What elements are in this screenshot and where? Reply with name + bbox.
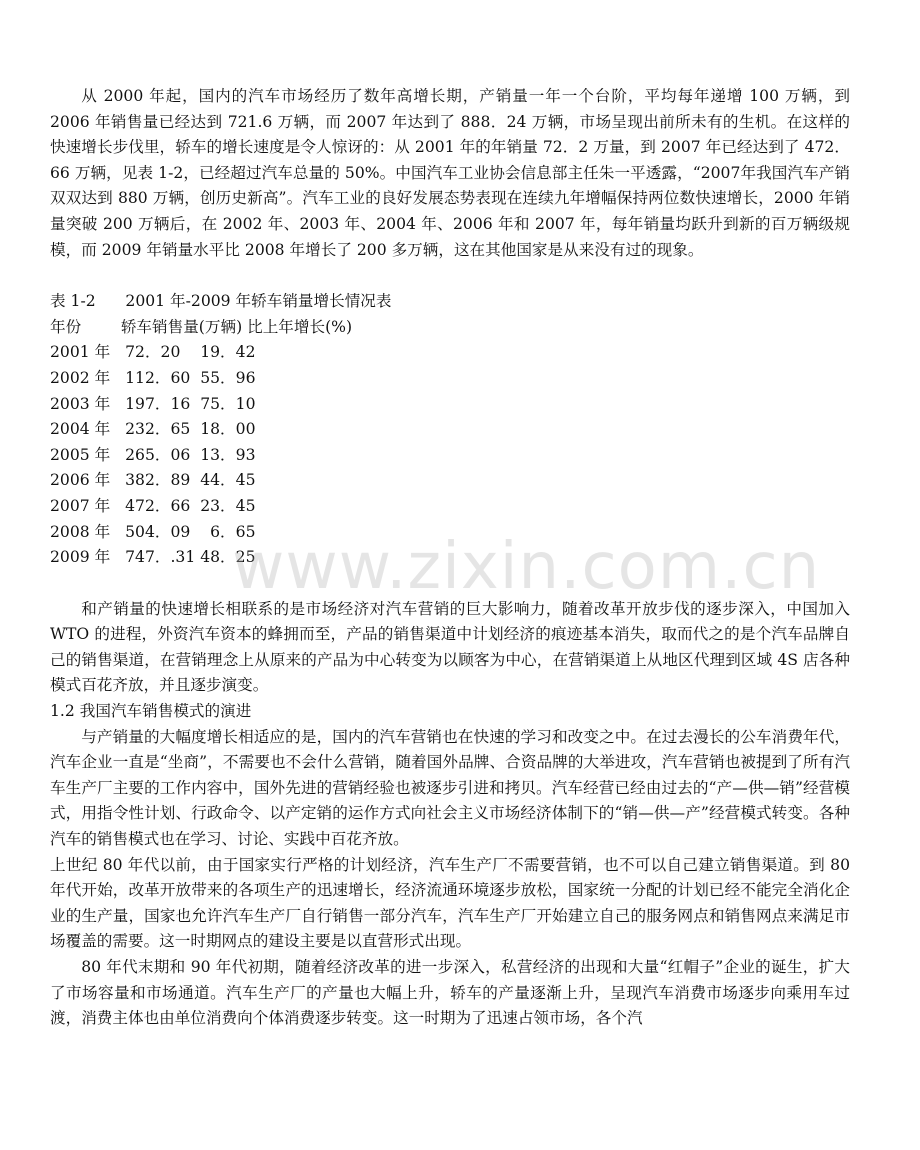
spacer xyxy=(50,263,850,289)
table-row: 2009 年 747．.31 48．25 xyxy=(50,548,256,567)
market-paragraph: 和产销量的快速增长相联系的是市场经济对汽车营销的巨大影响力，随着改革开放步伐的逐步深入，中国加入 WTO 的进程，外资汽车资本的蜂拥而至，产品的销售渠道中计划经济的痕迹基本消失，取而代之的是个汽车品牌自己的销售渠道，在营销理念上从原来的产品为中心转变为以顾客为中心，在营销渠道上从地区代理到区域 4S 店各种模式百花齐放，并且逐步演变。 xyxy=(50,599,850,695)
table-caption: 表 1-2 2001 年-2009 年轿车销量增长情况表 xyxy=(50,292,392,311)
table-row: 2004 年 232．65 18．00 xyxy=(50,420,256,439)
sales-table xyxy=(50,289,850,571)
document-page xyxy=(50,84,850,1032)
section-paragraph: 上世纪 80 年代以前，由于国家实行严格的计划经济，汽车生产厂不需要营销，也不可以自己建立销售渠道。到 80 年代开始，改革开放带来的各项生产的迅速增长，经济流通环境逐步放松，国家统一分配的计划已经不能完全消化企业的生产量，国家也允许汽车生产厂自行销售一部分汽车，汽车生产厂开始建立自己的服务网点和销售网点来满足市场覆盖的需要。这一时期网点的建设主要是以直营形式出现。 xyxy=(50,855,850,951)
table-row: 2008 年 504．09 6．65 xyxy=(50,522,256,541)
intro-paragraph: 从 2000 年起，国内的汽车市场经历了数年高增长期，产销量一年一个台阶，平均每年递增 100 万辆，到 2006 年销售量已经达到 721.6 万辆，而 2007 年达到了 888．24 万辆，市场呈现出前所未有的生机。在这样的快速增长步伐里，轿车的增长速度是令人惊讶的：从 2001 年的年销量 72．2 万量，到 2007 年已经达到了 472．66 万辆，见表 1-2，已经超过汽车总量的 50%。中国汽车工业协会信息部主任朱一平透露，“2007年我国汽车产销双双达到 880 万辆，创历史新高”。汽车工业的良好发展态势表现在连续九年增幅保持两位数快速增长，2000 年销量突破 200 万辆后，在 2002 年、2003 年、2004 年、2006 年和 2007 年，每年销量均跃升到新的百万辆级规模，而 2009 年销量水平比 2008 年增长了 200 多万辆，这在其他国家是从来没有过的现象。 xyxy=(50,87,850,259)
section-heading: 1.2 我国汽车销售模式的演进 xyxy=(50,702,252,721)
table-row: 2006 年 382．89 44．45 xyxy=(50,471,256,490)
table-row: 2001 年 72．20 19．42 xyxy=(50,343,256,362)
section-paragraph: 80 年代末期和 90 年代初期，随着经济改革的进一步深入，私营经济的出现和大量“红帽子”企业的诞生，扩大了市场容量和市场通道。汽车生产厂的产量也大幅上升，轿车的产量逐渐上升，呈现汽车消费市场逐步向乘用车过渡，消费主体也由单位消费向个体消费逐步转变。这一时期为了迅速占领市场，各个汽 xyxy=(50,958,850,1028)
spacer xyxy=(50,571,850,597)
table-row: 2005 年 265．06 13．93 xyxy=(50,445,256,464)
watermark: www.zixin.com.cn xyxy=(232,530,821,604)
table-row: 2003 年 197．16 75．10 xyxy=(50,394,256,413)
section-paragraph: 与产销量的大幅度增长相适应的是，国内的汽车营销也在快速的学习和改变之中。在过去漫长的公车消费年代，汽车企业一直是“坐商”，不需要也不会什么营销，随着国外品牌、合资品牌的大举进攻，汽车营销也被提到了所有汽车生产厂主要的工作内容中，国外先进的营销经验也被逐步引进和拷贝。汽车经营已经由过去的“产—供—销”经营模式，用指令性计划、行政命令、以产定销的运作方式向社会主义市场经济体制下的“销—供—产”经营模式转变。各种汽车的销售模式也在学习、讨论、实践中百花齐放。 xyxy=(50,727,850,849)
table-header: 年份 轿车销售量(万辆) 比上年增长(%) xyxy=(50,317,353,336)
table-row: 2002 年 112．60 55．96 xyxy=(50,368,256,387)
table-row: 2007 年 472．66 23．45 xyxy=(50,496,256,515)
